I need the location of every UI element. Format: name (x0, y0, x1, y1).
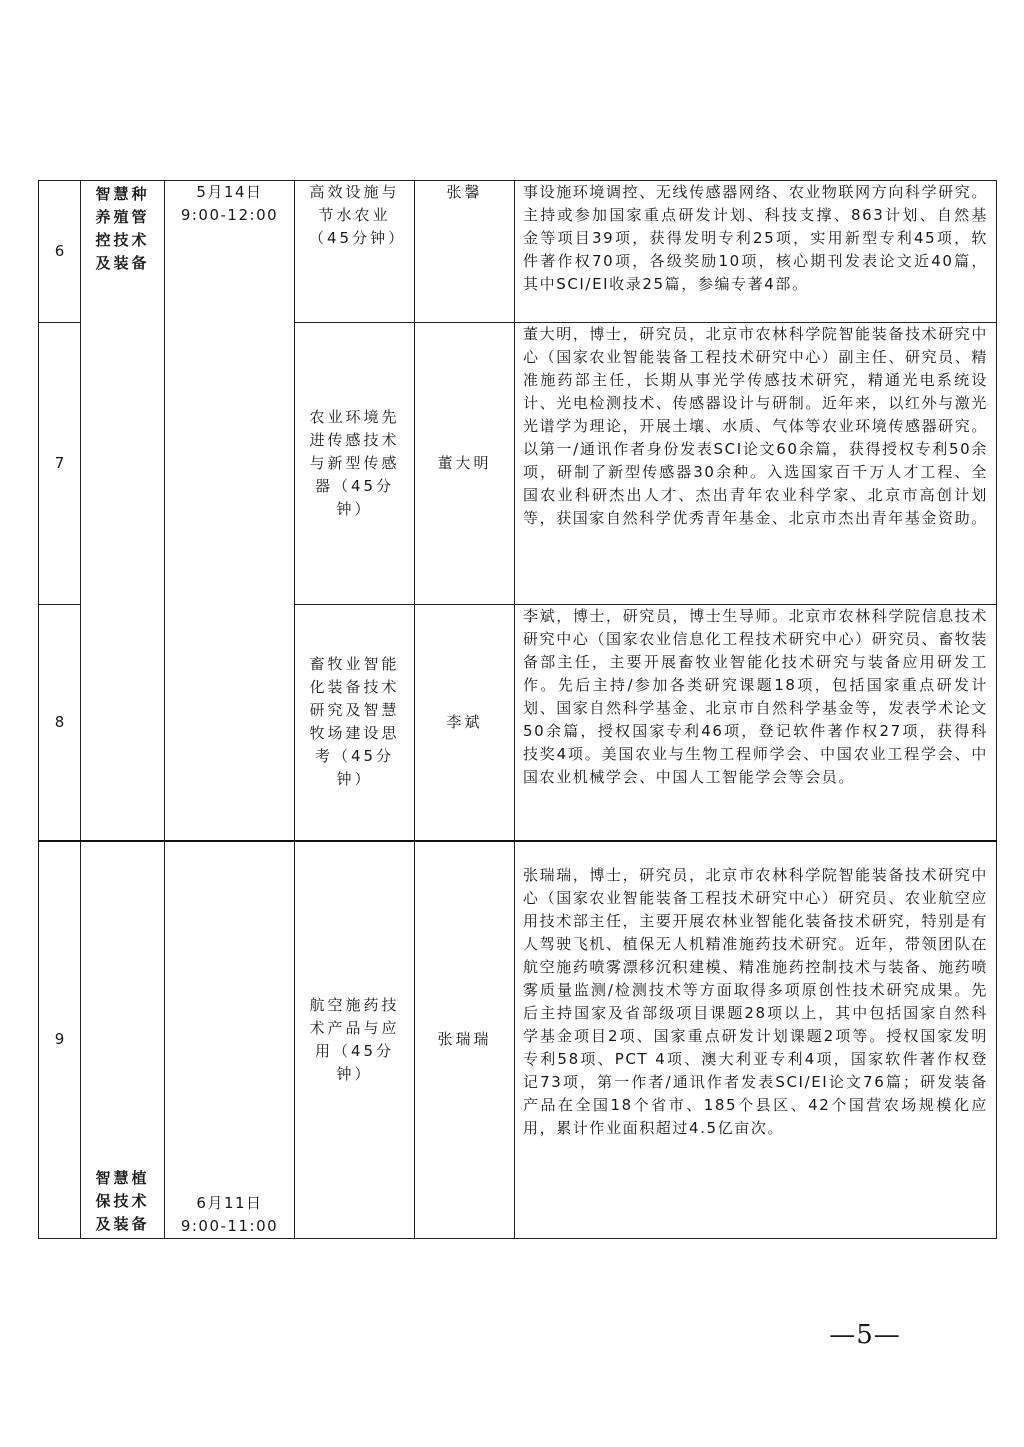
time-cell-group2 (165, 841, 295, 1239)
schedule-table-page (38, 180, 996, 1238)
table-row (39, 841, 997, 1239)
speaker-cell: 张瑞瑞 (415, 841, 515, 1239)
topic-cell: 航空施药技术产品与应用（45分钟） (295, 841, 415, 1239)
field-line: 养殖管 (95, 208, 150, 226)
session-date: 5月14日 (196, 183, 263, 201)
table-row (39, 181, 997, 323)
field-line: 控技术 (95, 231, 150, 249)
row-number: 7 (39, 323, 81, 605)
topic-cell: 农业环境先进传感技术与新型传感器（45分钟） (295, 323, 415, 605)
field-line: 智慧植 (95, 1169, 150, 1187)
topic-cell: 畜牧业智能化装备技术研究及智慧牧场建设思考（45分钟） (295, 605, 415, 841)
bio-cell: 事设施环境调控、无线传感器网络、农业物联网方向科学研究。主持或参加国家重点研发计划、科技支撑、863计划、自然基金等项目39项，获得发明专利25项，实用新型专利45项，软件著作权70项，各级奖励10项，核心期刊发表论文近40篇，其中SCI/EI收录25篇，参编专著4部。 (515, 181, 997, 323)
bio-cell: 张瑞瑞，博士，研究员，北京市农林科学院智能装备技术研究中心（国家农业智能装备工程技术研究中心）研究员、农业航空应用技术部主任，主要开展农林业智能化装备技术研究，特别是有人驾驶飞机、植保无人机精准施药技术研究。近年，带领团队在航空施药喷雾漂移沉积建模、精准施药控制技术与装备、施药喷雾质量监测/检测技术等方面取得多项原创性技术研究成果。先后主持国家及省部级项目课题28项以上，其中包括国家自然科学基金项目2项、国家重点研发计划课题2项等。授权国家发明专利58项、PCT 4项、澳大利亚专利4项，国家软件著作权登记73项，第一作者/通讯作者发表SCI/EI论文76篇；研发装备产品在全国18个省市、185个县区、42个国营农场规模化应用，累计作业面积超过4.5亿亩次。 (515, 841, 997, 1239)
topic-cell: 高效设施与节水农业（45分钟） (295, 181, 415, 323)
speaker-cell: 李斌 (415, 605, 515, 841)
field-line: 保技术 (95, 1192, 150, 1210)
field-cell-group1 (81, 181, 165, 841)
bio-cell: 董大明，博士，研究员，北京市农林科学院智能装备技术研究中心（国家农业智能装备工程技术研究中心）副主任、研究员、精准施药部主任，长期从事光学传感技术研究，精通光电系统设计、光电检测技术、传感器设计与研制。近年来，以红外与激光光谱学为理论，开展土壤、水质、气体等农业环境传感器研究。以第一/通讯作者身份发表SCI论文60余篇，获得授权专利50余项，研制了新型传感器30余种。入选国家百千万人才工程、全国农业科研杰出人才、杰出青年农业科学家、北京市高创计划等，获国家自然科学优秀青年基金、北京市杰出青年基金资助。 (515, 323, 997, 605)
session-time: 9:00-11:00 (180, 1217, 279, 1235)
row-number: 9 (39, 841, 81, 1239)
row-number: 6 (39, 181, 81, 323)
schedule-table (38, 180, 997, 1239)
page-number: —5— (829, 1320, 901, 1350)
field-line: 智慧种 (95, 185, 150, 203)
field-line: 及装备 (95, 1215, 150, 1233)
bio-cell: 李斌，博士，研究员，博士生导师。北京市农林科学院信息技术研究中心（国家农业信息化工程技术研究中心）研究员、畜牧装备部主任，主要开展畜牧业智能化技术研究与装备应用研发工作。先后主持/参加各类研究课题18项，包括国家重点研发计划、国家自然科学基金、北京市自然科学基金等，发表学术论文50余篇，授权国家专利46项，登记软件著作权27项，获得科技奖4项。美国农业与生物工程师学会、中国农业工程学会、中国农业机械学会、中国人工智能学会等会员。 (515, 605, 997, 841)
row-number: 8 (39, 605, 81, 841)
field-line: 及装备 (95, 254, 150, 272)
speaker-cell: 张馨 (415, 181, 515, 323)
field-cell-group2 (81, 841, 165, 1239)
session-time: 9:00-12:00 (180, 206, 279, 224)
time-cell-group1 (165, 181, 295, 841)
session-date: 6月11日 (196, 1194, 263, 1212)
speaker-cell: 董大明 (415, 323, 515, 605)
